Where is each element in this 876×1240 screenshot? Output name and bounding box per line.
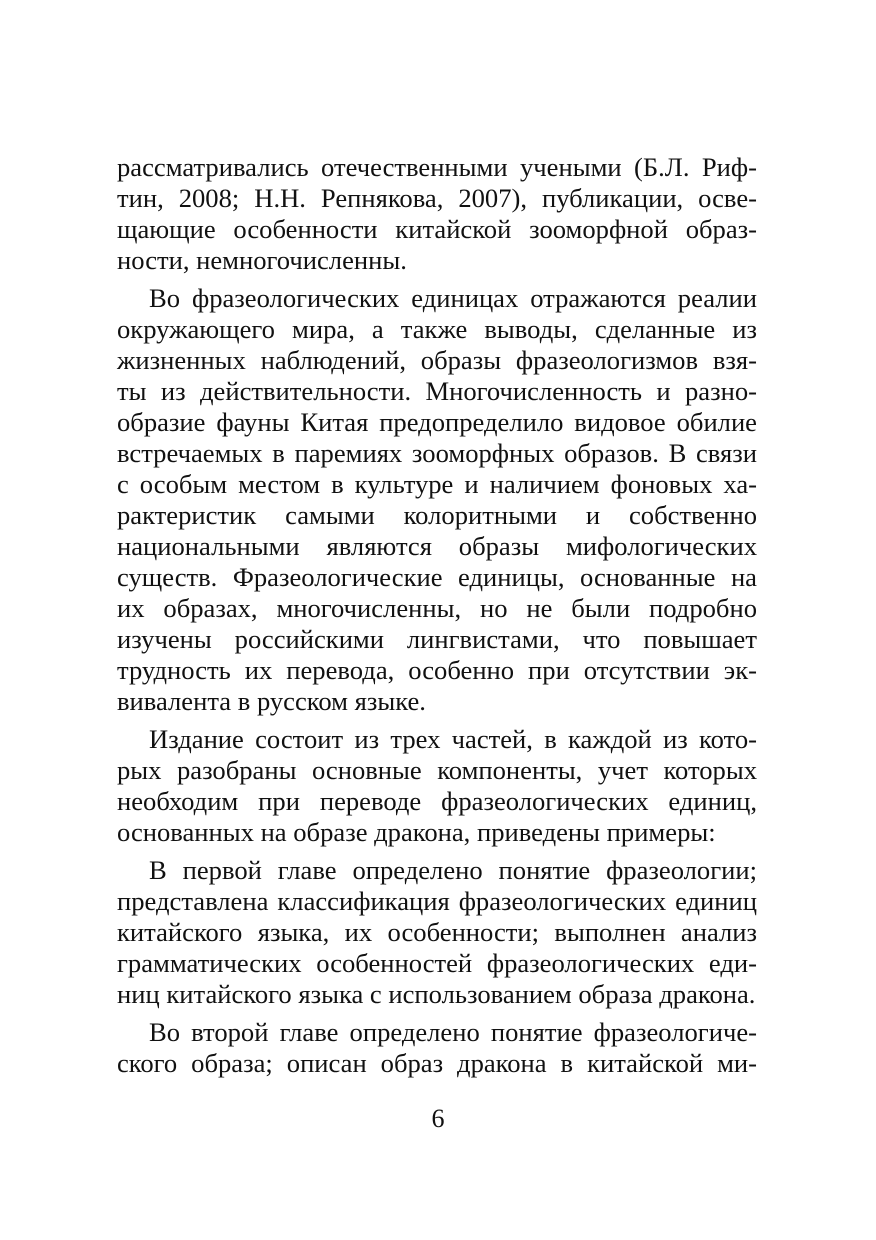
text-line: их образах, многочисленны, но не были подробно (117, 593, 757, 623)
text-line: образие фауны Китая предопределило видовое обилие (117, 407, 757, 437)
text-line: изучены российскими лингвистами, что повышает (117, 624, 757, 654)
text-line: жизненных наблюдений, образы фразеологизмов взя- (117, 345, 757, 375)
page-number: 6 (431, 1104, 445, 1133)
text-line: основанных на образе дракона, приведены примеры: (117, 817, 716, 847)
text-line: встречаемых в паремиях зооморфных образов. В связи (117, 438, 757, 468)
text-line: щающие особенности китайской зооморфной образ- (117, 214, 757, 244)
text-line: Издание состоит из трех частей, в каждой из кото- (149, 724, 757, 754)
paragraph (117, 855, 757, 1010)
paragraph (117, 724, 757, 848)
text-line: вивалента в русском языке. (117, 686, 426, 716)
text-line: рых разобраны основные компоненты, учет которых (117, 755, 757, 785)
text-line: ности, немногочисленны. (117, 245, 407, 275)
text-line: существ. Фразеологические единицы, основанные на (117, 562, 757, 592)
text-line: ского образа; описан образ дракона в китайской ми- (117, 1048, 757, 1078)
text-line: Во фразеологических единицах отражаются реалии (149, 283, 757, 313)
text-line: трудность их перевода, особенно при отсутствии эк- (117, 655, 757, 685)
text-line: необходим при переводе фразеологических единиц, (117, 786, 757, 816)
text-line: ниц китайского языка с использованием образа дракона. (117, 979, 756, 1009)
book-page-text (117, 152, 757, 1079)
text-line: рактеристик самыми колоритными и собственно (117, 500, 757, 530)
paragraph (117, 1017, 757, 1079)
text-line: с особым местом в культуре и наличием фоновых ха- (117, 469, 757, 499)
text-line: тин, 2008; Н.Н. Репнякова, 2007), публикации, осве- (117, 183, 757, 213)
text-line: представлена классификация фразеологических единиц (117, 886, 757, 916)
paragraph (117, 283, 757, 717)
text-line: ты из действительности. Многочисленность и разно- (117, 376, 757, 406)
text-line: китайского языка, их особенности; выполнен анализ (117, 917, 757, 947)
text-line: национальными являются образы мифологических (117, 531, 757, 561)
text-line: Во второй главе определено понятие фразеологиче- (149, 1017, 757, 1047)
text-line: В первой главе определено понятие фразеологии; (149, 855, 757, 885)
paragraph (117, 152, 757, 276)
text-line: рассматривались отечественными учеными (Б.Л. Риф- (117, 152, 757, 182)
text-line: окружающего мира, а также выводы, сделанные из (117, 314, 757, 344)
text-line: грамматических особенностей фразеологических еди- (117, 948, 757, 978)
